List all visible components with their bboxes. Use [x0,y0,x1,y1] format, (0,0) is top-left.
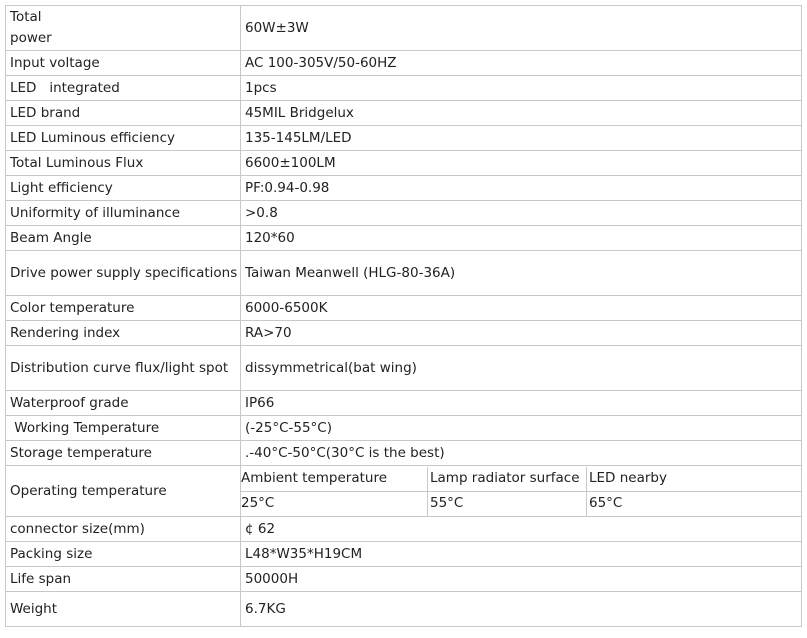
row-value: PF:0.94-0.98 [241,176,802,201]
row-value: RA>70 [241,321,802,346]
table-row [6,441,802,466]
row-label: Color temperature [6,296,241,321]
operating-value: 55°C [428,491,587,516]
row-label: Uniformity of illuminance [6,201,241,226]
spec-table [5,5,802,627]
table-row [6,296,802,321]
row-label: connector size(mm) [6,517,241,542]
row-label: Life span [6,567,241,592]
row-label: Rendering index [6,321,241,346]
operating-subtable-cell [241,466,802,517]
row-label-text: Working Temperature [10,419,160,436]
row-value: (-25°C-55°C) [241,416,802,441]
table-row [6,346,802,391]
row-label: Input voltage [6,51,241,76]
table-row-operating [6,466,802,517]
table-row [6,592,802,627]
row-value: ¢ 62 [241,517,802,542]
operating-subtable [241,467,801,516]
row-value: 1pcs [241,76,802,101]
row-label: Waterproof grade [6,391,241,416]
row-label: Beam Angle [6,226,241,251]
row-value: >0.8 [241,201,802,226]
operating-header: Lamp radiator surface [428,467,587,492]
table-row [6,251,802,296]
row-value: 45MIL Bridgelux [241,101,802,126]
row-label: Packing size [6,542,241,567]
row-label [6,416,241,441]
row-value: IP66 [241,391,802,416]
row-value: 135-145LM/LED [241,126,802,151]
table-row [6,176,802,201]
row-value: 6000-6500K [241,296,802,321]
row-value: Taiwan Meanwell (HLG-80-36A) [241,251,802,296]
table-row [6,151,802,176]
operating-header-row [241,467,801,492]
row-label-text: LED integrated [10,79,120,96]
table-row [6,567,802,592]
row-value: 6.7KG [241,592,802,627]
row-label: Total Luminous Flux [6,151,241,176]
row-value: 6600±100LM [241,151,802,176]
row-label [6,76,241,101]
table-row [6,126,802,151]
row-value: 50000H [241,567,802,592]
table-row [6,76,802,101]
table-row [6,101,802,126]
table-row [6,51,802,76]
operating-header: LED nearby [587,467,802,492]
row-label: Drive power supply specifications [6,251,241,296]
row-label: Weight [6,592,241,627]
operating-value: 65°C [589,495,623,511]
operating-value: 25°C [241,491,428,516]
row-label: Operating temperature [6,466,241,517]
row-label: Distribution curve flux/light spot [6,346,241,391]
table-row [6,226,802,251]
row-label: LED Luminous efficiency [6,126,241,151]
row-value: .-40°C-50°C(30°C is the best) [241,441,802,466]
table-row [6,201,802,226]
table-row [6,542,802,567]
row-label: LED brand [6,101,241,126]
table-row [6,391,802,416]
row-value: 120*60 [241,226,802,251]
operating-header: Ambient temperature [241,467,428,492]
operating-value-row [241,491,801,516]
row-label: Light efficiency [6,176,241,201]
table-row [6,416,802,441]
row-label-text: Total power [10,9,52,46]
row-value: 60W±3W [241,6,802,51]
table-row [6,321,802,346]
row-value: AC 100-305V/50-60HZ [241,51,802,76]
row-label [6,6,241,51]
row-label: Storage temperature [6,441,241,466]
table-row [6,6,802,51]
table-row [6,517,802,542]
row-value: dissymmetrical(bat wing) [241,346,802,391]
row-value: L48*W35*H19CM [241,542,802,567]
